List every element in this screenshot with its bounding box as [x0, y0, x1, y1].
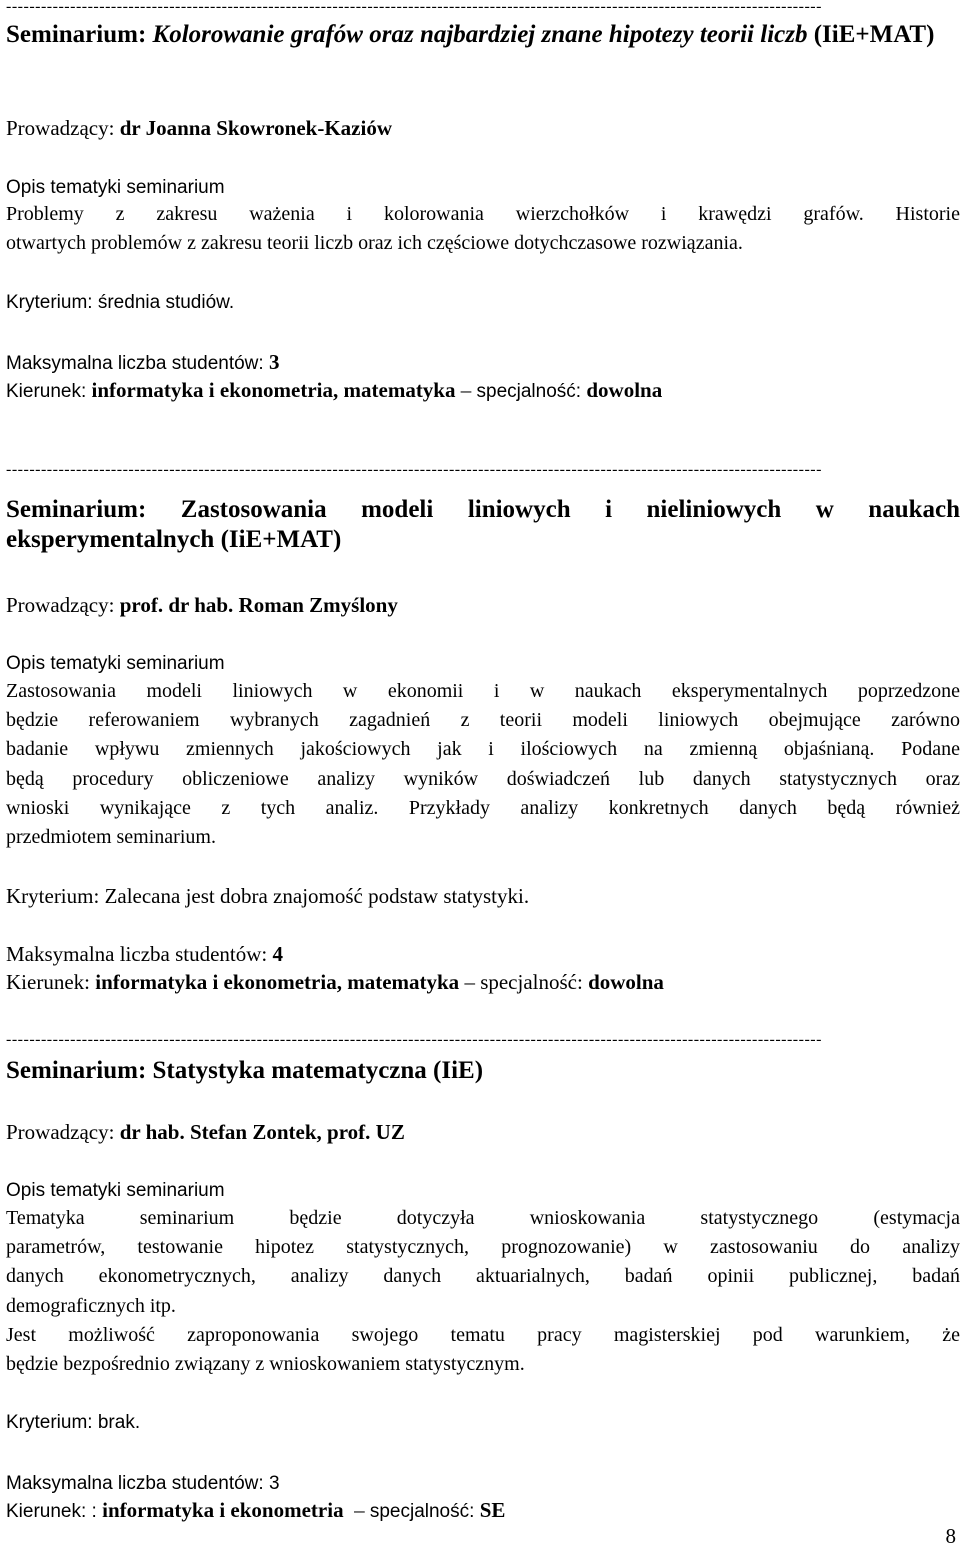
page-number: 8 — [945, 1524, 956, 1548]
seminar-3-direction: Kierunek: : informatyka i ekonometria – specjalność: SE — [6, 1498, 506, 1522]
seminar-2-description — [6, 677, 960, 852]
seminar-2-description-line: będą procedury obliczeniowe analizy wyników doświadczeń lub danych statystycznych oraz — [6, 767, 960, 790]
seminar-3-description-line: demograficznych itp. — [6, 1294, 176, 1317]
seminar-1-max-students: Maksymalna liczba studentów: 3 — [6, 350, 280, 374]
seminar-2-description-line: będzie referowaniem wybranych zagadnień z teorii modeli liniowych obejmujące zarówno — [6, 709, 960, 732]
seminar-1-direction-value: informatyka i ekonometria, matematyka — [91, 378, 456, 402]
seminar-1-title-suffix: (IiE+MAT) — [807, 21, 935, 48]
seminar-2-leader: Prowadzący: prof. dr hab. Roman Zmyślony — [6, 593, 398, 617]
seminar-1-max-students-value: 3 — [268, 350, 280, 374]
seminar-3-leader-name: dr hab. Stefan Zontek, prof. UZ — [119, 1120, 405, 1144]
seminar-3-description-line: będzie bezpośrednio związany z wnioskowaniem statystycznym. — [6, 1353, 525, 1376]
separator-1: -------------------------------------------------------------------------------------------------------------------------------------------- — [6, 463, 822, 477]
seminar-1-description-line: otwartych problemów z zakresu teorii liczb oraz ich częściowe dotychczasowe rozwiązania. — [6, 232, 743, 255]
seminar-1-specialty-value: dowolna — [586, 378, 663, 402]
seminar-2-description-line: wnioski wynikające z tych analiz. Przykłady analizy konkretnych danych będą również — [6, 796, 960, 819]
seminar-3-leader: Prowadzący: dr hab. Stefan Zontek, prof. UZ — [6, 1120, 405, 1144]
seminar-2-specialty-value: dowolna — [588, 970, 664, 994]
seminar-3-title-text: Statystyka matematyczna (IiE) — [152, 1057, 484, 1084]
seminar-2-max-students: Maksymalna liczba studentów: 4 — [6, 942, 284, 966]
seminar-2-description-line: przedmiotem seminarium. — [6, 826, 216, 849]
seminar-2-criterion-value: Zalecana jest dobra znajomość podstaw statystyki. — [104, 884, 530, 908]
seminar-1-topics-heading: Opis tematyki seminarium — [6, 177, 225, 198]
seminar-3-description-line: danych ekonometrycznych, analizy danych aktuarialnych, badań opinii publicznej, badań — [6, 1265, 960, 1288]
seminar-1-leader-name: dr Joanna Skowronek-Kaziów — [119, 116, 392, 140]
seminar-2-direction-value: informatyka i ekonometria, matematyka — [95, 970, 460, 994]
seminar-2-description-line: badanie wpływu zmiennych jakościowych jak i ilościowych na zmienną objaśnianą. Podane — [6, 738, 960, 761]
seminar-2-title-text: Zastosowania modeli liniowych i nieliniowych w naukach eksperymentalnych (IiE+MAT) — [6, 496, 960, 553]
separator-top: -------------------------------------------------------------------------------------------------------------------------------------------- — [6, 0, 822, 14]
seminar-2-description-line: Zastosowania modeli liniowych w ekonomii i w naukach eksperymentalnych poprzedzone — [6, 680, 960, 702]
seminar-3-specialty-value: SE — [479, 1498, 506, 1522]
seminar-1-description-line: Problemy z zakresu ważenia i kolorowania wierzchołków i krawędzi grafów. Historie — [6, 203, 960, 225]
seminar-1-direction: Kierunek: informatyka i ekonometria, matematyka – specjalność: dowolna — [6, 378, 663, 402]
seminar-1-leader: Prowadzący: dr Joanna Skowronek-Kaziów — [6, 116, 392, 140]
seminar-1-description — [6, 200, 960, 258]
seminar-3-criterion: Kryterium: brak. — [6, 1412, 141, 1433]
seminar-1-title: Seminarium: Kolorowanie grafów oraz najbardziej znane hipotezy teorii liczb (IiE+MAT) — [6, 21, 935, 48]
seminar-2-title: Seminarium: Zastosowania modeli liniowych i nieliniowych w naukach eksperymentalnych (IiE+MAT) — [6, 496, 960, 553]
seminar-1-criterion-value: średnia studiów. — [97, 292, 235, 313]
separator-2: -------------------------------------------------------------------------------------------------------------------------------------------- — [6, 1033, 822, 1047]
seminar-2-direction: Kierunek: informatyka i ekonometria, matematyka – specjalność: dowolna — [6, 970, 664, 994]
seminar-2-topics-heading: Opis tematyki seminarium — [6, 653, 225, 674]
seminar-2-criterion: Kryterium: Zalecana jest dobra znajomość podstaw statystyki. — [6, 884, 530, 908]
seminar-2-max-students-value: 4 — [272, 942, 284, 966]
seminar-2-leader-name: prof. dr hab. Roman Zmyślony — [119, 593, 398, 617]
seminar-1-criterion: Kryterium: średnia studiów. — [6, 292, 235, 313]
seminar-1-title-text: Kolorowanie grafów oraz najbardziej znane hipotezy teorii liczb — [152, 21, 808, 48]
seminar-3-criterion-value: brak. — [97, 1412, 141, 1433]
seminar-3-max-students-value: 3 — [268, 1473, 280, 1494]
seminar-3-description-line: parametrów, testowanie hipotez statystycznych, prognozowanie) w zastosowaniu do analizy — [6, 1236, 960, 1259]
seminar-3-description-line: Tematyka seminarium będzie dotyczyła wnioskowania statystycznego (estymacja — [6, 1207, 960, 1229]
seminar-3-topics-heading: Opis tematyki seminarium — [6, 1180, 225, 1201]
seminar-3-direction-value: informatyka i ekonometria — [102, 1498, 344, 1522]
seminar-3-title: Seminarium: Statystyka matematyczna (IiE) — [6, 1057, 484, 1084]
seminar-3-description-line: Jest możliwość zaproponowania swojego tematu pracy magisterskiej pod warunkiem, że — [6, 1323, 960, 1346]
seminar-3-max-students: Maksymalna liczba studentów: 3 — [6, 1473, 280, 1494]
seminar-3-description — [6, 1204, 960, 1379]
